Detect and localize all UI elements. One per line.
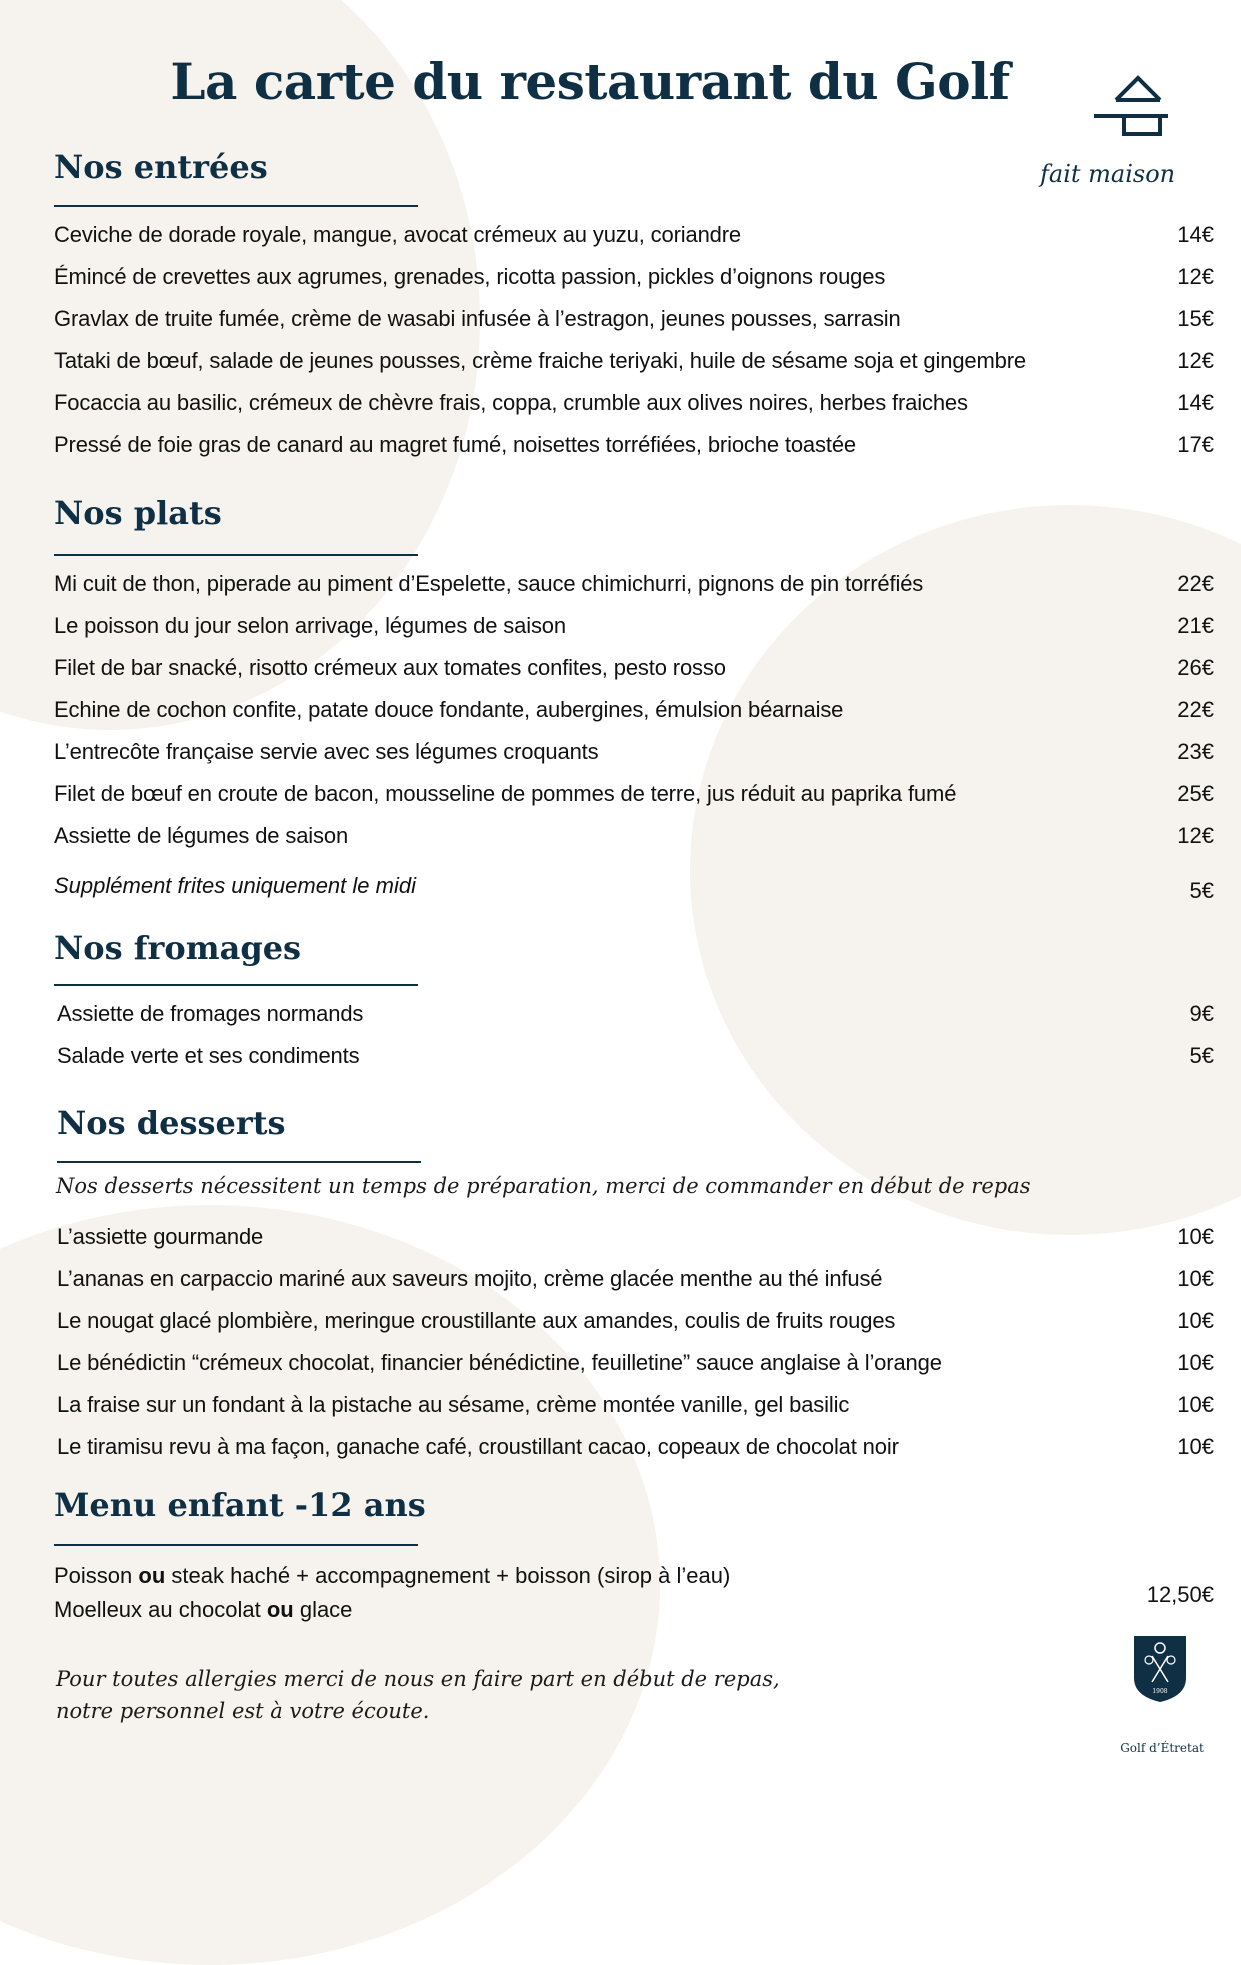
item-name: Filet de bar snacké, risotto crémeux aux tomates confites, pesto rosso	[54, 655, 726, 680]
menu-item	[57, 1384, 1214, 1426]
menu-item	[54, 773, 1214, 815]
item-price: 14€	[1177, 222, 1214, 247]
item-price: 25€	[1177, 781, 1214, 806]
desserts-note: Nos desserts nécessitent un temps de préparation, merci de commander en début de repas	[56, 1174, 1031, 1198]
item-price: 23€	[1177, 739, 1214, 764]
item-name: Le nougat glacé plombière, meringue croustillante aux amandes, coulis de fruits rouges	[57, 1308, 896, 1333]
item-price: 15€	[1177, 306, 1214, 331]
item-name: Ceviche de dorade royale, mangue, avocat crémeux au yuzu, coriandre	[54, 222, 742, 247]
section-title-fromages: Nos fromages	[54, 929, 302, 967]
kid-option: Poisson	[54, 1563, 133, 1588]
page-title: La carte du restaurant du Golf	[170, 52, 1010, 111]
item-name: L’assiette gourmande	[57, 1224, 264, 1249]
kid-menu-line-1	[54, 1563, 730, 1589]
section-rule	[57, 1161, 421, 1163]
menu-item	[54, 424, 1214, 466]
crest-year: 1908	[1152, 1688, 1168, 1695]
menu-item	[54, 256, 1214, 298]
menu-item	[54, 563, 1214, 605]
item-name: Filet de bœuf en croute de bacon, mousseline de pommes de terre, jus réduit au paprika fumé	[54, 781, 957, 806]
supplement-label: Supplément frites uniquement le midi	[54, 873, 416, 898]
item-name: Le bénédictin “crémeux chocolat, financier bénédictine, feuilletine” sauce anglaise à l’orange	[57, 1350, 942, 1375]
item-price: 14€	[1177, 390, 1214, 415]
plats-list	[54, 563, 1214, 857]
item-price: 22€	[1177, 571, 1214, 596]
section-rule	[54, 205, 418, 207]
menu-item	[54, 298, 1214, 340]
kid-menu-line-2	[54, 1597, 352, 1623]
menu-item	[54, 689, 1214, 731]
menu-item	[54, 731, 1214, 773]
section-title-entrees: Nos entrées	[54, 148, 268, 186]
item-price: 26€	[1177, 655, 1214, 680]
item-name: Assiette de fromages normands	[57, 1001, 364, 1026]
item-name: Mi cuit de thon, piperade au piment d’Espelette, sauce chimichurri, pignons de pin torréfiés	[54, 571, 924, 596]
item-price: 21€	[1177, 613, 1214, 638]
item-price: 10€	[1177, 1224, 1214, 1249]
item-price: 10€	[1177, 1392, 1214, 1417]
item-name: Echine de cochon confite, patate douce fondante, aubergines, émulsion béarnaise	[54, 697, 844, 722]
item-price: 5€	[1189, 1043, 1214, 1068]
item-name: Le tiramisu revu à ma façon, ganache café, croustillant cacao, copeaux de chocolat noir	[57, 1434, 899, 1459]
item-name: Pressé de foie gras de canard au magret fumé, noisettes torréfiées, brioche toastée	[54, 432, 857, 457]
item-name: La fraise sur un fondant à la pistache au sésame, crème montée vanille, gel basilic	[57, 1392, 850, 1417]
item-price: 12€	[1177, 823, 1214, 848]
menu-item	[54, 647, 1214, 689]
item-name: Émincé de crevettes aux agrumes, grenades, ricotta passion, pickles d’oignons rouges	[54, 264, 886, 289]
menu-item	[57, 993, 1214, 1035]
supplement-price: 5€	[1189, 878, 1214, 903]
item-name: L’entrecôte française servie avec ses légumes croquants	[54, 739, 599, 764]
fromages-list	[57, 993, 1214, 1077]
item-price: 12€	[1177, 348, 1214, 373]
item-price: 17€	[1177, 432, 1214, 457]
menu-item	[54, 605, 1214, 647]
section-rule	[54, 554, 418, 556]
item-name: L’ananas en carpaccio mariné aux saveurs mojito, crème glacée menthe au thé infusé	[57, 1266, 883, 1291]
kid-option: glace	[299, 1597, 353, 1622]
section-title-enfant: Menu enfant -12 ans	[54, 1486, 426, 1524]
item-name: Gravlax de truite fumée, crème de wasabi infusée à l’estragon, jeunes pousses, sarrasin	[54, 306, 901, 331]
fait-maison-label: fait maison	[1040, 160, 1176, 188]
allergy-note	[56, 1663, 780, 1727]
golf-crest-logo	[1132, 1634, 1188, 1704]
kid-menu-price: 12,50€	[1146, 1582, 1214, 1607]
kid-option: steak haché + accompagnement + boisson (sirop à l’eau)	[171, 1563, 731, 1588]
menu-item	[54, 815, 1214, 857]
menu-item	[57, 1035, 1214, 1077]
allergy-note-line-2: notre personnel est à votre écoute.	[56, 1699, 430, 1723]
entrees-list	[54, 214, 1214, 466]
menu-item	[57, 1342, 1214, 1384]
item-price: 10€	[1177, 1434, 1214, 1459]
section-title-desserts: Nos desserts	[57, 1104, 286, 1142]
item-price: 9€	[1189, 1001, 1214, 1026]
section-rule	[54, 1544, 418, 1546]
section-rule	[54, 984, 418, 986]
item-name: Le poisson du jour selon arrivage, légumes de saison	[54, 613, 566, 638]
menu-item	[57, 1300, 1214, 1342]
menu-item	[57, 1216, 1214, 1258]
house-icon	[1094, 74, 1168, 136]
item-name: Focaccia au basilic, crémeux de chèvre frais, coppa, crumble aux olives noires, herbes fraiches	[54, 390, 968, 415]
allergy-note-line-1: Pour toutes allergies merci de nous en faire part en début de repas,	[56, 1667, 780, 1691]
menu-item	[57, 1426, 1214, 1468]
desserts-list	[57, 1216, 1214, 1468]
item-price: 10€	[1177, 1350, 1214, 1375]
item-price: 10€	[1177, 1266, 1214, 1291]
kid-or: ou	[138, 1563, 166, 1588]
item-name: Assiette de légumes de saison	[54, 823, 349, 848]
brand-name: Golf d’Étretat	[1120, 1741, 1204, 1755]
kid-or: ou	[266, 1597, 294, 1622]
item-name: Tataki de bœuf, salade de jeunes pousses, crème fraiche teriyaki, huile de sésame soja et gingembre	[54, 348, 1027, 373]
section-title-plats: Nos plats	[54, 494, 222, 532]
item-price: 10€	[1177, 1308, 1214, 1333]
menu-item	[54, 382, 1214, 424]
item-name: Salade verte et ses condiments	[57, 1043, 360, 1068]
item-price: 12€	[1177, 264, 1214, 289]
menu-item	[54, 340, 1214, 382]
menu-item	[57, 1258, 1214, 1300]
kid-option: Moelleux au chocolat	[54, 1597, 261, 1622]
item-price: 22€	[1177, 697, 1214, 722]
menu-item	[54, 214, 1214, 256]
